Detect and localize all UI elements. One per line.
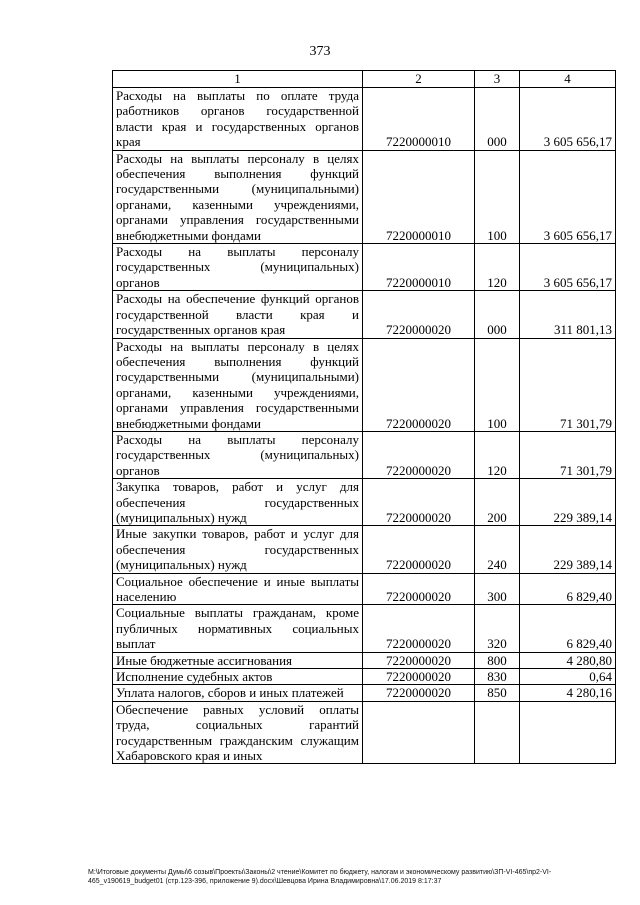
table-row: [113, 244, 616, 291]
row-expense-type: 850: [475, 685, 520, 701]
row-target-code: 7220000020: [363, 652, 475, 668]
row-expense-type: 240: [475, 526, 520, 573]
header-col-3: 3: [475, 71, 520, 88]
row-target-code: 7220000020: [363, 526, 475, 573]
table-body: [113, 88, 616, 764]
row-description: Социальные выплаты гражданам, кроме публичных нормативных социальных выплат: [113, 605, 363, 652]
row-amount: 229 389,14: [520, 479, 616, 526]
row-target-code: 7220000020: [363, 338, 475, 431]
row-amount: 0,64: [520, 669, 616, 685]
row-amount: 4 280,16: [520, 685, 616, 701]
row-expense-type: 120: [475, 431, 520, 478]
table-header-row: [113, 71, 616, 88]
row-expense-type: 000: [475, 291, 520, 338]
header-col-4: 4: [520, 71, 616, 88]
budget-table-container: [112, 70, 615, 764]
row-expense-type: 100: [475, 338, 520, 431]
header-col-1: 1: [113, 71, 363, 88]
row-description: Расходы на выплаты персоналу государственных (муниципальных) органов: [113, 431, 363, 478]
file-path-footer: M:\Итоговые документы Думы\6 созыв\Проекты\Законы\2 чтение\Комитет по бюджету, налогам и экономическому развитию\ЗП-VI-465\пр2-VI-465_v190619_budget01 (стр.123-396, приложение 9).docx\Шевцова Ирина Владимировна\17.06.2019 8:17:37: [88, 869, 552, 885]
row-expense-type: 800: [475, 652, 520, 668]
row-description: Обеспечение равных условий оплаты труда, социальных гарантий государственным гражданским служащим Хабаровского края и иных: [113, 701, 363, 764]
row-amount: 3 605 656,17: [520, 150, 616, 243]
table-row: [113, 479, 616, 526]
table-row: [113, 526, 616, 573]
row-description: Иные бюджетные ассигнования: [113, 652, 363, 668]
row-description: Социальное обеспечение и иные выплаты населению: [113, 573, 363, 605]
row-target-code: 7220000020: [363, 685, 475, 701]
header-col-2: 2: [363, 71, 475, 88]
row-target-code: 7220000020: [363, 573, 475, 605]
table-row: [113, 701, 616, 764]
row-description: Расходы на выплаты по оплате труда работников органов государственной власти края и государственных органов края: [113, 88, 363, 151]
row-description: Закупка товаров, работ и услуг для обеспечения государственных (муниципальных) нужд: [113, 479, 363, 526]
table-row: [113, 685, 616, 701]
row-amount: 229 389,14: [520, 526, 616, 573]
row-expense-type: 320: [475, 605, 520, 652]
row-amount: 3 605 656,17: [520, 244, 616, 291]
table-row: [113, 573, 616, 605]
row-description: Расходы на выплаты персоналу в целях обеспечения выполнения функций государственными (муниципальными) органами, казенными учреждениями, органами управления государственными внебюджетными фондами: [113, 338, 363, 431]
row-target-code: 7220000020: [363, 605, 475, 652]
table-row: [113, 88, 616, 151]
row-target-code: 7220000020: [363, 669, 475, 685]
row-target-code: 7220000020: [363, 479, 475, 526]
page-number: 373: [309, 44, 331, 59]
row-amount: 71 301,79: [520, 431, 616, 478]
row-amount: 3 605 656,17: [520, 88, 616, 151]
row-amount: 6 829,40: [520, 605, 616, 652]
table-row: [113, 605, 616, 652]
row-description: Иные закупки товаров, работ и услуг для обеспечения государственных (муниципальных) нужд: [113, 526, 363, 573]
row-expense-type: 000: [475, 88, 520, 151]
row-target-code: 7220000020: [363, 431, 475, 478]
table-row: [113, 338, 616, 431]
row-expense-type: 300: [475, 573, 520, 605]
row-target-code: 7220000020: [363, 291, 475, 338]
table-row: [113, 431, 616, 478]
row-expense-type: 100: [475, 150, 520, 243]
table-row: [113, 652, 616, 668]
row-expense-type: 200: [475, 479, 520, 526]
row-target-code: 7220000010: [363, 150, 475, 243]
row-description: Расходы на выплаты персоналу в целях обеспечения выполнения функций государственными (муниципальными) органами, казенными учреждениями, органами управления государственными внебюджетными фондами: [113, 150, 363, 243]
row-expense-type: 120: [475, 244, 520, 291]
row-target-code: 7220000010: [363, 244, 475, 291]
row-amount: 6 829,40: [520, 573, 616, 605]
row-amount: [520, 701, 616, 764]
budget-table: [112, 70, 616, 764]
row-expense-type: [475, 701, 520, 764]
row-amount: 311 801,13: [520, 291, 616, 338]
row-description: Расходы на обеспечение функций органов государственной власти края и государственных органов края: [113, 291, 363, 338]
row-description: Расходы на выплаты персоналу государственных (муниципальных) органов: [113, 244, 363, 291]
table-row: [113, 150, 616, 243]
row-amount: 71 301,79: [520, 338, 616, 431]
row-amount: 4 280,80: [520, 652, 616, 668]
row-description: Уплата налогов, сборов и иных платежей: [113, 685, 363, 701]
table-row: [113, 669, 616, 685]
row-target-code: [363, 701, 475, 764]
row-description: Исполнение судебных актов: [113, 669, 363, 685]
table-row: [113, 291, 616, 338]
row-expense-type: 830: [475, 669, 520, 685]
row-target-code: 7220000010: [363, 88, 475, 151]
